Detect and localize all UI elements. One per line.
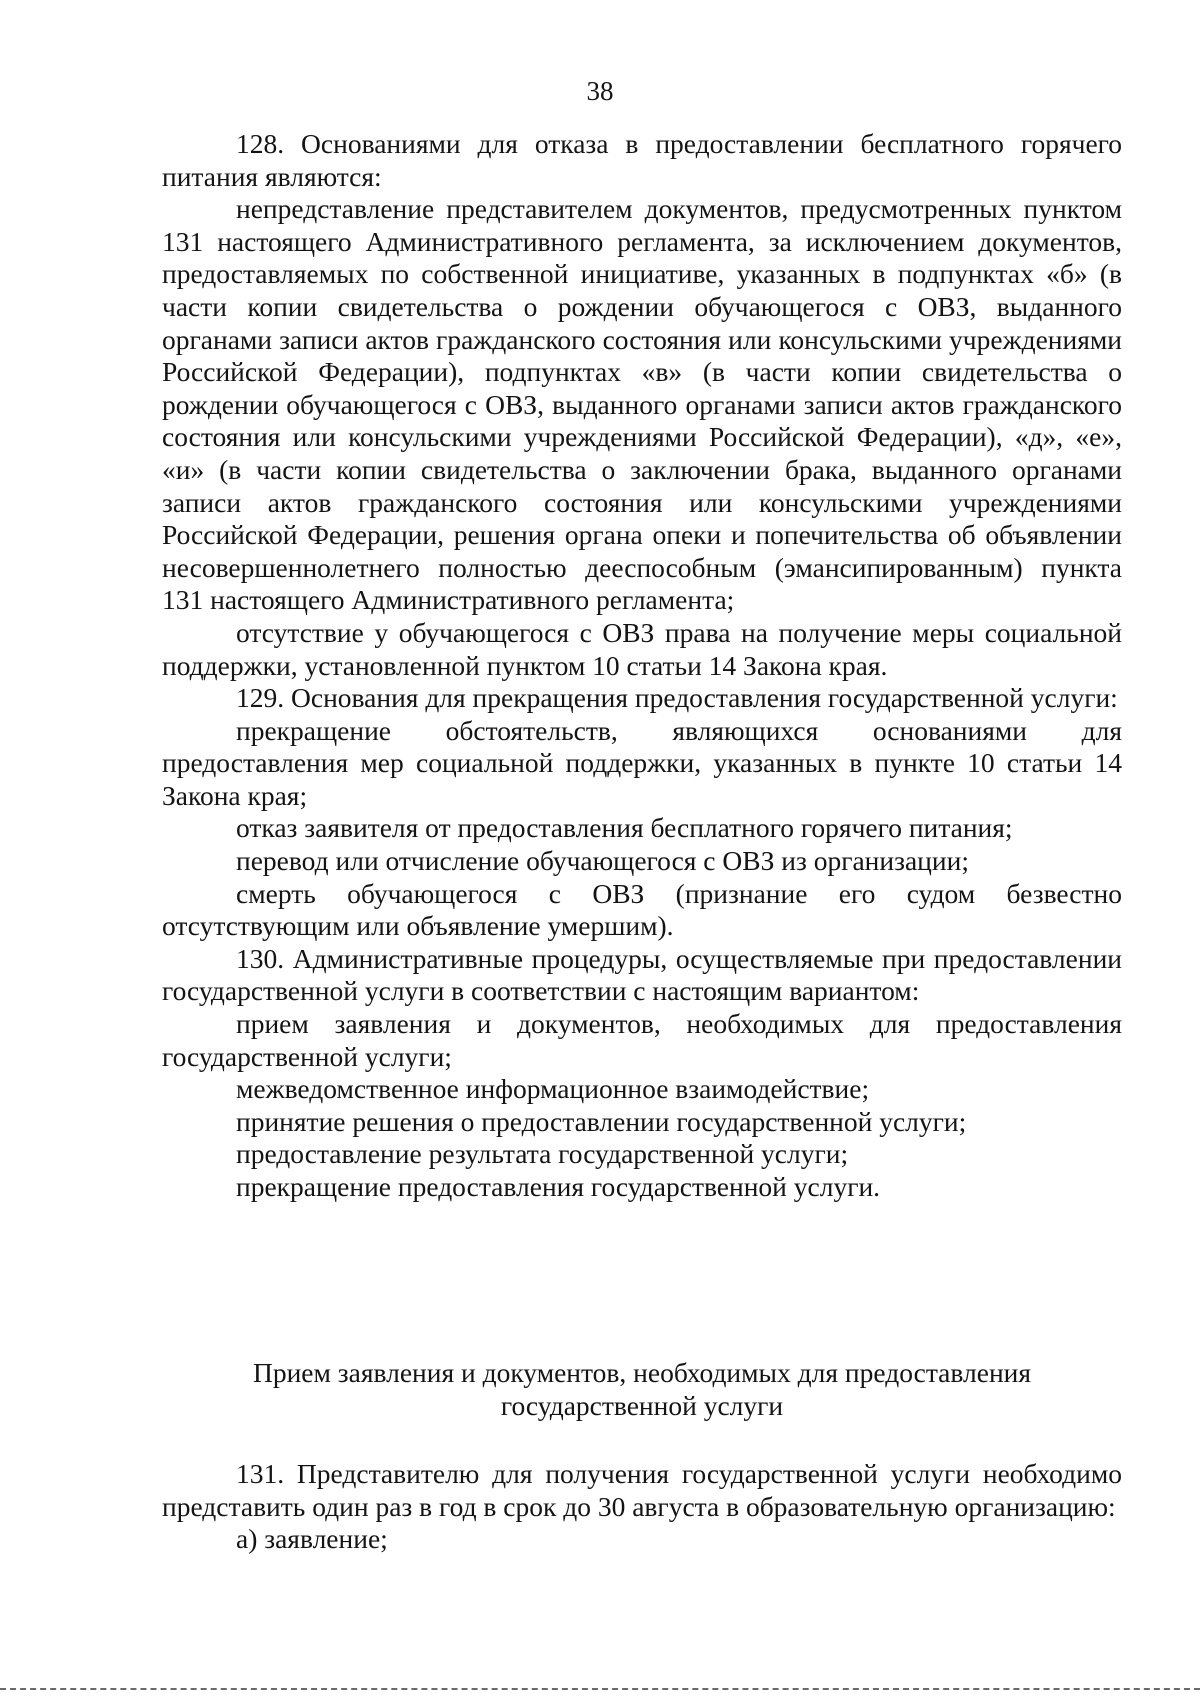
- paragraph-procedure-3: принятие решения о предоставлении государственной услуги;: [236, 1105, 967, 1137]
- paragraph-termination-ground-3: перевод или отчисление обучающегося с ОВЗ из организации;: [236, 845, 969, 877]
- paragraph-refusal-ground-1: непредставление представителем документов, предусмотренных пунктом 131 настоящего Административного регламента, за исключением документов, предоставляемых по собственной инициативе, указанных в подпунктах «б» (в части копии свидетельства о рождении обучающегося с ОВЗ, выданного органами записи актов гражданского состояния или консульскими учреждениями Российской Федерации), подпунктах «в» (в части копии свидетельства о рождении обучающегося с ОВЗ, выданного органами записи актов гражданского состояния или консульскими учреждениями Российской Федерации), «д», «е», «и» (в части копии свидетельства о заключении брака, выданного органами записи актов гражданского состояния или консульскими учреждениями Российской Федерации, решения органа опеки и попечительства об объявлении несовершеннолетнего полностью дееспособным (эмансипированным) пункта 131 настоящего Административного регламента;: [162, 193, 1122, 616]
- page-number: 38: [586, 76, 614, 106]
- paragraph-130: 130. Административные процедуры, осуществляемые при предоставлении государственной услуги в соответствии с настоящим вариантом:: [162, 942, 1122, 1007]
- paragraph-131: 131. Представителю для получения государственной услуги необходимо представить один раз в год в срок до 30 августа в образовательную организацию:: [162, 1458, 1122, 1522]
- paragraph-128: 128. Основаниями для отказа в предоставлении бесплатного горячего питания являются:: [162, 128, 1122, 192]
- paragraph-procedure-4: предоставление результата государственной услуги;: [236, 1138, 849, 1170]
- paragraph-131-item-a: а) заявление;: [236, 1523, 388, 1555]
- paragraph-refusal-ground-2: отсутствие у обучающегося с ОВЗ права на получение меры социальной поддержки, установленной пунктом 10 статьи 14 Закона края.: [162, 616, 1122, 681]
- main-text: [162, 128, 1122, 1204]
- paragraph-termination-ground-4: смерть обучающегося с ОВЗ (признание его судом безвестно отсутствующим или объявление умершим).: [162, 877, 1122, 942]
- paragraph-termination-ground-2: отказ заявителя от предоставления бесплатного горячего питания;: [236, 812, 1013, 844]
- paragraph-procedure-1: прием заявления и документов, необходимых для предоставления государственной услуги;: [162, 1008, 1122, 1072]
- section-text: [162, 1458, 1122, 1556]
- paragraph-procedure-2: межведомственное информационное взаимодействие;: [236, 1073, 870, 1105]
- paragraph-129: 129. Основания для прекращения предоставления государственной услуги:: [236, 682, 1118, 714]
- paragraph-procedure-5: прекращение предоставления государственной услуги.: [236, 1171, 881, 1202]
- paragraph-termination-ground-1: прекращение обстоятельств, являющихся основаниями для предоставления мер социальной поддержки, указанных в пункте 10 статьи 14 Закона края;: [162, 714, 1122, 811]
- section-heading: Прием заявления и документов, необходимых для предоставления государственной услуги: [252, 1357, 1032, 1421]
- bottom-scan-edge: [0, 1688, 1200, 1690]
